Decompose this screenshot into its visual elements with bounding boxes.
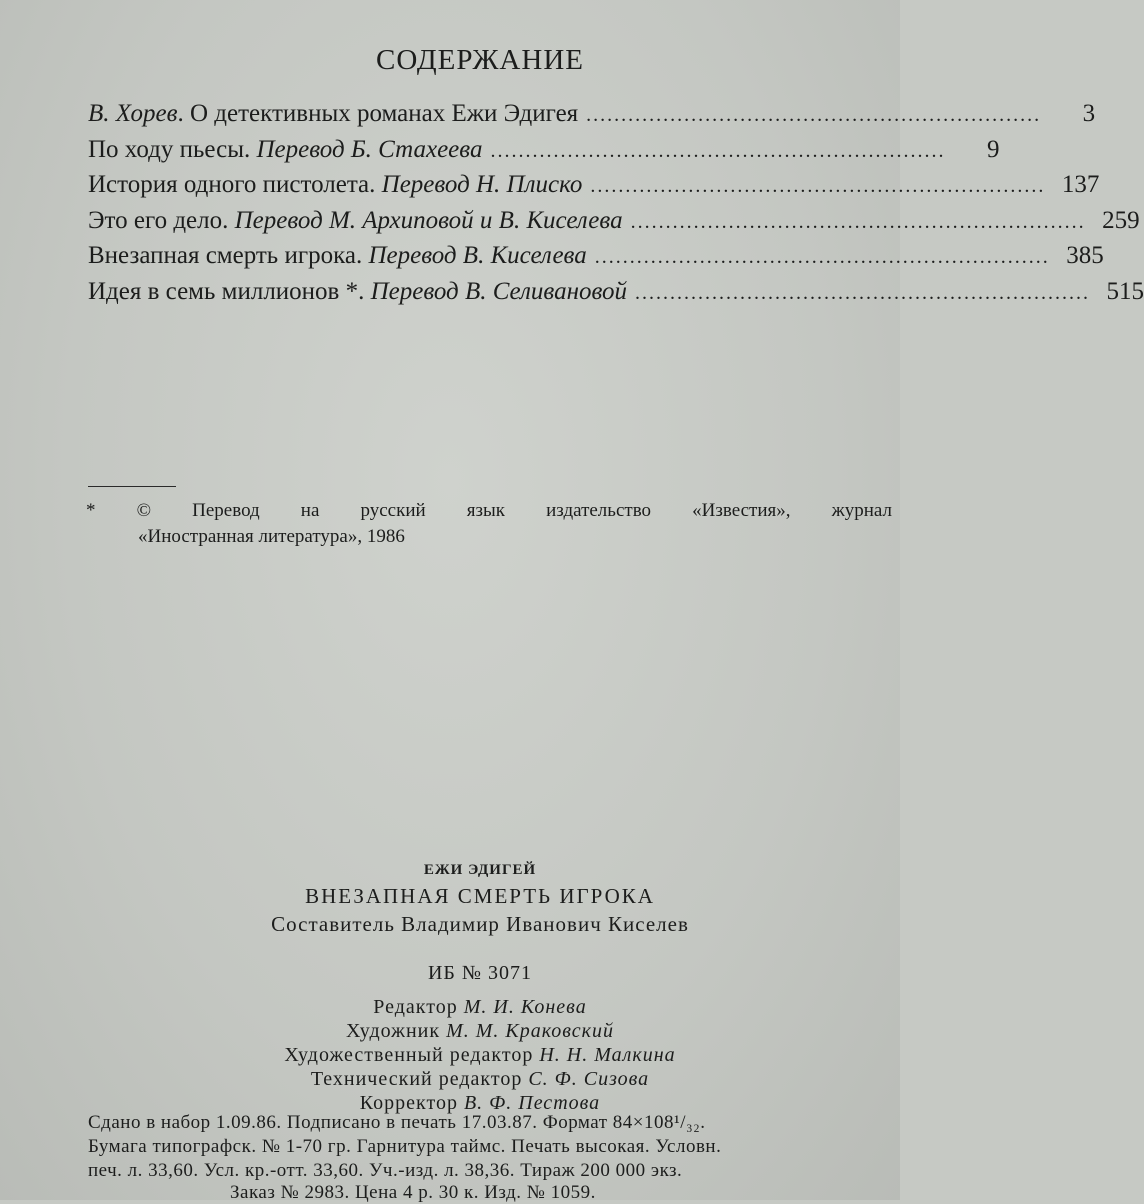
staff-name: М. И. Конева (463, 996, 587, 1018)
toc-page-number: 385 (1066, 242, 1104, 269)
imprint-author: ЕЖИ ЭДИГЕЙ (423, 862, 537, 878)
staff-line (0, 1068, 960, 1091)
toc-page-number: 259 (1102, 206, 1140, 234)
toc-entry-title: . О детективных романах Ежи Эдигея (177, 100, 579, 127)
toc-entry-title: Внезапная смерть игрока. (88, 242, 369, 269)
staff-role: Художник (346, 1020, 447, 1042)
print-details-line: печ. л. 33,60. Усл. кр.-отт. 33,60. Уч.-изд. л. 38,36. Тираж 200 000 экз. (88, 1160, 683, 1181)
toc-entry-author: В. Хорев (88, 100, 178, 127)
toc-entry (88, 100, 1096, 136)
toc-entry-translator: Перевод М. Архиповой и В. Киселева (234, 206, 623, 234)
staff-name: М. М. Краковский (446, 1020, 614, 1042)
toc-entry-text (88, 242, 587, 270)
staff-line (0, 1020, 960, 1043)
toc-entry-translator: Перевод В. Киселева (368, 242, 587, 269)
toc-page-number: 3 (1082, 100, 1096, 127)
toc-entry-title: История одного пистолета. (88, 171, 382, 198)
footnote-divider (88, 486, 176, 487)
staff-role: Редактор (373, 996, 464, 1018)
toc-entry (88, 242, 1104, 278)
toc-entry (88, 135, 1000, 172)
staff-name: В. Ф. Пестова (463, 1092, 601, 1114)
toc-entry-text (88, 171, 582, 199)
toc-entry-title: Идея в семь миллионов *. (88, 277, 371, 305)
toc-entry (88, 206, 1140, 243)
toc-page-number: 515 (1106, 277, 1144, 305)
toc-entry-text (88, 136, 482, 164)
imprint-book-title: ВНЕЗАПНАЯ СМЕРТЬ ИГРОКА (305, 884, 655, 908)
toc-entry-text (88, 207, 623, 235)
toc-entry (88, 171, 1100, 207)
staff-name: С. Ф. Сизова (528, 1068, 650, 1090)
toc-leader-dots: ................................................................. (586, 104, 1042, 126)
toc-leader-dots: ................................................................. (594, 246, 1050, 268)
staff-role: Корректор (359, 1092, 464, 1114)
toc-leader-dots: ................................................................. (630, 210, 1086, 233)
toc-entry-translator: Перевод Н. Плиско (381, 171, 583, 198)
imprint-compiler: Составитель Владимир Иванович Киселев (271, 912, 689, 936)
table-of-contents (88, 100, 1144, 313)
toc-entry-text (88, 278, 627, 306)
footnote (86, 498, 892, 550)
toc-entry-title: Это его дело. (88, 206, 235, 234)
print-details-line: Сдано в набор 1.09.86. Подписано в печать 17.03.87. Формат 84×108¹/₃₂. (88, 1112, 706, 1133)
print-details-line: Заказ № 2983. Цена 4 р. 30 к. Изд. № 1059. (230, 1182, 596, 1203)
toc-entry-translator: Перевод Б. Стахеева (256, 135, 483, 163)
toc-entry-title: По ходу пьесы. (88, 135, 257, 163)
print-details-line: Бумага типографск. № 1-70 гр. Гарнитура таймс. Печать высокая. Условн. (88, 1136, 722, 1157)
staff-role: Художественный редактор (284, 1044, 540, 1066)
footnote-line: * © Перевод на русский язык издательство «Известия», журнал (86, 500, 892, 521)
toc-leader-dots: ................................................................. (490, 139, 946, 162)
toc-leader-dots: ................................................................. (590, 175, 1046, 197)
toc-leader-dots: ................................................................. (635, 281, 1091, 304)
staff-line (0, 996, 960, 1019)
footnote-line: «Иностранная литература», 1986 (138, 526, 405, 547)
staff-name: Н. Н. Малкина (539, 1044, 676, 1066)
staff-line (0, 1044, 960, 1067)
toc-page-number: 9 (986, 135, 1000, 163)
contents-heading: СОДЕРЖАНИЕ (376, 44, 584, 76)
staff-role: Технический редактор (310, 1068, 529, 1090)
toc-entry-text (88, 100, 578, 128)
toc-entry (88, 277, 1144, 314)
imprint-ib-number: ИБ № 3071 (427, 962, 532, 984)
toc-page-number: 137 (1061, 171, 1100, 198)
toc-entry-translator: Перевод В. Селивановой (370, 277, 628, 305)
